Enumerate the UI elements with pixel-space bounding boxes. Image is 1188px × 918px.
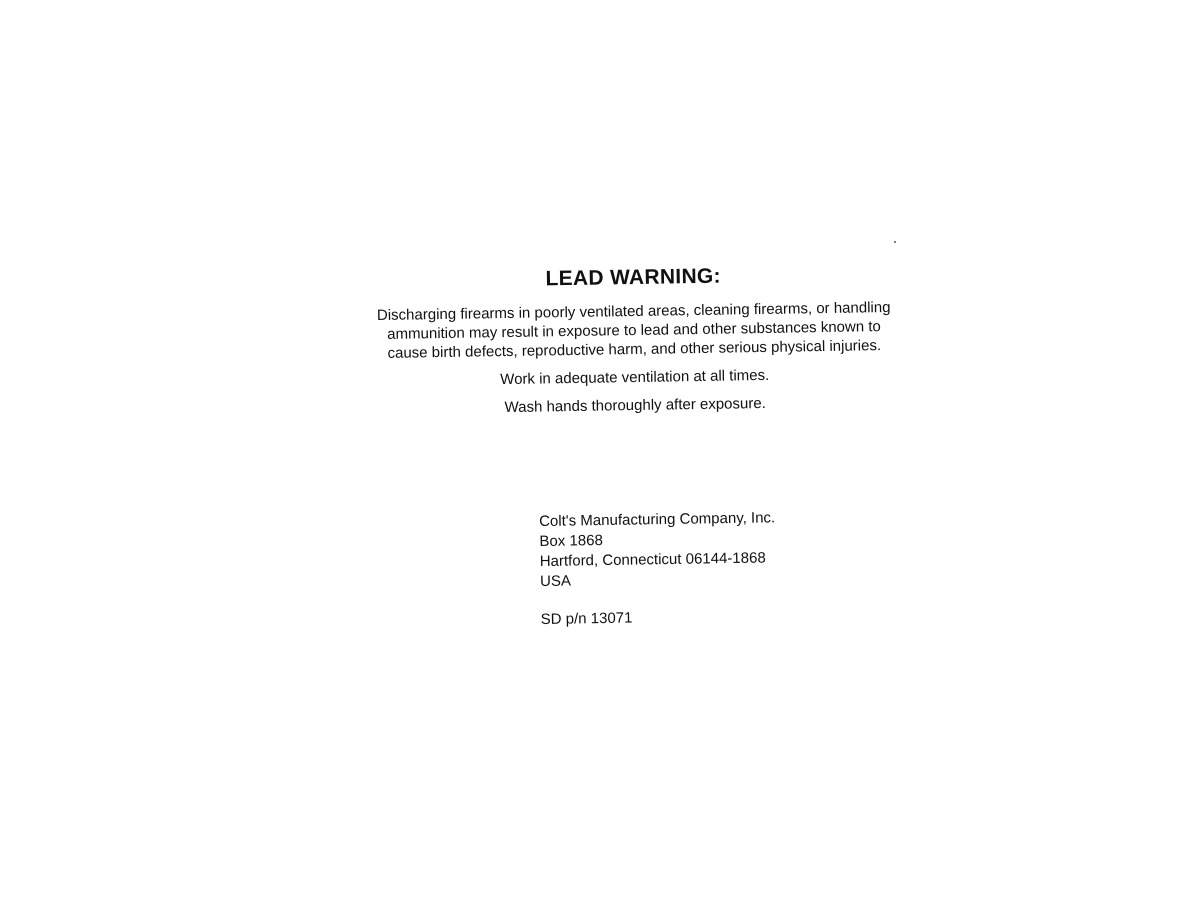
- lead-warning-section: [360, 262, 908, 420]
- warning-body-line: Discharging firearms in poorly ventilated areas, cleaning firearms, or handling: [376, 298, 891, 325]
- warning-body-line: cause birth defects, reproductive harm, and other serious physical injuries.: [387, 337, 882, 362]
- country: USA: [539, 572, 572, 590]
- manufacturer-address: [539, 507, 861, 630]
- ventilation-instruction: Work in adequate ventilation at all times.: [500, 366, 770, 389]
- warning-title: LEAD WARNING:: [545, 264, 722, 291]
- warning-body: [364, 298, 905, 363]
- company-name: Colt's Manufacturing Company, Inc.: [539, 509, 776, 530]
- part-number: SD p/n 13071: [540, 609, 633, 628]
- scan-speck: [894, 241, 896, 243]
- warning-body-line: ammunition may result in exposure to lead and other substances known to: [387, 318, 881, 343]
- po-box: Box 1868: [539, 532, 603, 550]
- hand-washing-instruction: Wash hands thoroughly after exposure.: [504, 394, 766, 417]
- city-state-zip: Hartford, Connecticut 06144-1868: [539, 549, 766, 570]
